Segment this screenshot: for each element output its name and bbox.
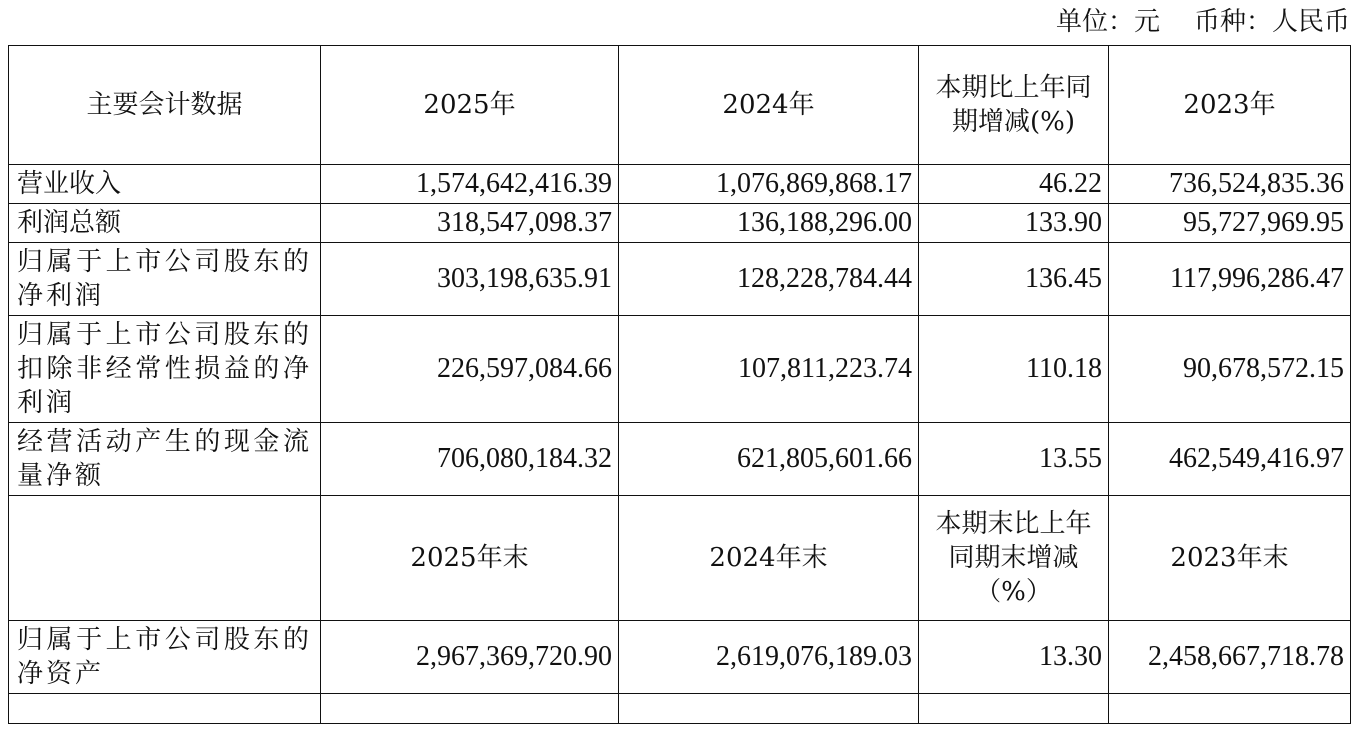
row-label: 利润总额 bbox=[9, 204, 321, 243]
currency-label: 币种：人民币 bbox=[1193, 7, 1350, 37]
header-cell-2025: 2025年 bbox=[321, 46, 619, 165]
row-label: 经营活动产生的现金流量净额 bbox=[9, 423, 321, 496]
header-cell-item: 主要会计数据 bbox=[9, 46, 321, 165]
key-accounting-data-table bbox=[8, 45, 1351, 724]
table-row-partial bbox=[9, 694, 1351, 724]
cell-change: 13.55 bbox=[919, 423, 1109, 496]
cell-change: 46.22 bbox=[919, 165, 1109, 204]
cell-value: 117,996,286.47 bbox=[1109, 243, 1351, 316]
cell-value: 107,811,223.74 bbox=[619, 316, 919, 423]
cell-change: 136.45 bbox=[919, 243, 1109, 316]
table-subheader-row bbox=[9, 496, 1351, 621]
subheader-cell-2024-end: 2024年末 bbox=[619, 496, 919, 621]
row-label: 归属于上市公司股东的扣除非经常性损益的净利润 bbox=[9, 316, 321, 423]
subheader-cell-2023-end: 2023年末 bbox=[1109, 496, 1351, 621]
cell-empty bbox=[919, 694, 1109, 724]
cell-change: 110.18 bbox=[919, 316, 1109, 423]
unit-currency-note bbox=[1056, 4, 1350, 40]
row-label: 营业收入 bbox=[9, 165, 321, 204]
table-row bbox=[9, 423, 1351, 496]
cell-value: 95,727,969.95 bbox=[1109, 204, 1351, 243]
cell-value: 2,967,369,720.90 bbox=[321, 621, 619, 694]
cell-value: 462,549,416.97 bbox=[1109, 423, 1351, 496]
table-row bbox=[9, 165, 1351, 204]
subheader-cell-change: 本期末比上年同期末增减（%） bbox=[919, 496, 1109, 621]
cell-value: 136,188,296.00 bbox=[619, 204, 919, 243]
cell-value: 2,619,076,189.03 bbox=[619, 621, 919, 694]
table-row bbox=[9, 316, 1351, 423]
table-row bbox=[9, 204, 1351, 243]
row-label: 归属于上市公司股东的净利润 bbox=[9, 243, 321, 316]
cell-empty bbox=[619, 694, 919, 724]
table-row bbox=[9, 621, 1351, 694]
cell-change: 13.30 bbox=[919, 621, 1109, 694]
cell-value: 706,080,184.32 bbox=[321, 423, 619, 496]
cell-value: 90,678,572.15 bbox=[1109, 316, 1351, 423]
cell-value: 621,805,601.66 bbox=[619, 423, 919, 496]
cell-value: 1,076,869,868.17 bbox=[619, 165, 919, 204]
cell-value: 1,574,642,416.39 bbox=[321, 165, 619, 204]
subheader-cell-2025-end: 2025年末 bbox=[321, 496, 619, 621]
table-row bbox=[9, 243, 1351, 316]
subheader-cell-item bbox=[9, 496, 321, 621]
cell-value: 226,597,084.66 bbox=[321, 316, 619, 423]
header-cell-2024: 2024年 bbox=[619, 46, 919, 165]
row-label: 归属于上市公司股东的净资产 bbox=[9, 621, 321, 694]
cell-value: 736,524,835.36 bbox=[1109, 165, 1351, 204]
cell-value: 128,228,784.44 bbox=[619, 243, 919, 316]
header-cell-change: 本期比上年同期增减(%) bbox=[919, 46, 1109, 165]
unit-label: 单位：元 bbox=[1055, 7, 1160, 37]
table-header-row bbox=[9, 46, 1351, 165]
cell-value: 2,458,667,718.78 bbox=[1109, 621, 1351, 694]
cell-empty bbox=[321, 694, 619, 724]
header-cell-2023: 2023年 bbox=[1109, 46, 1351, 165]
cell-empty bbox=[1109, 694, 1351, 724]
cell-empty bbox=[9, 694, 321, 724]
cell-value: 318,547,098.37 bbox=[321, 204, 619, 243]
cell-change: 133.90 bbox=[919, 204, 1109, 243]
cell-value: 303,198,635.91 bbox=[321, 243, 619, 316]
